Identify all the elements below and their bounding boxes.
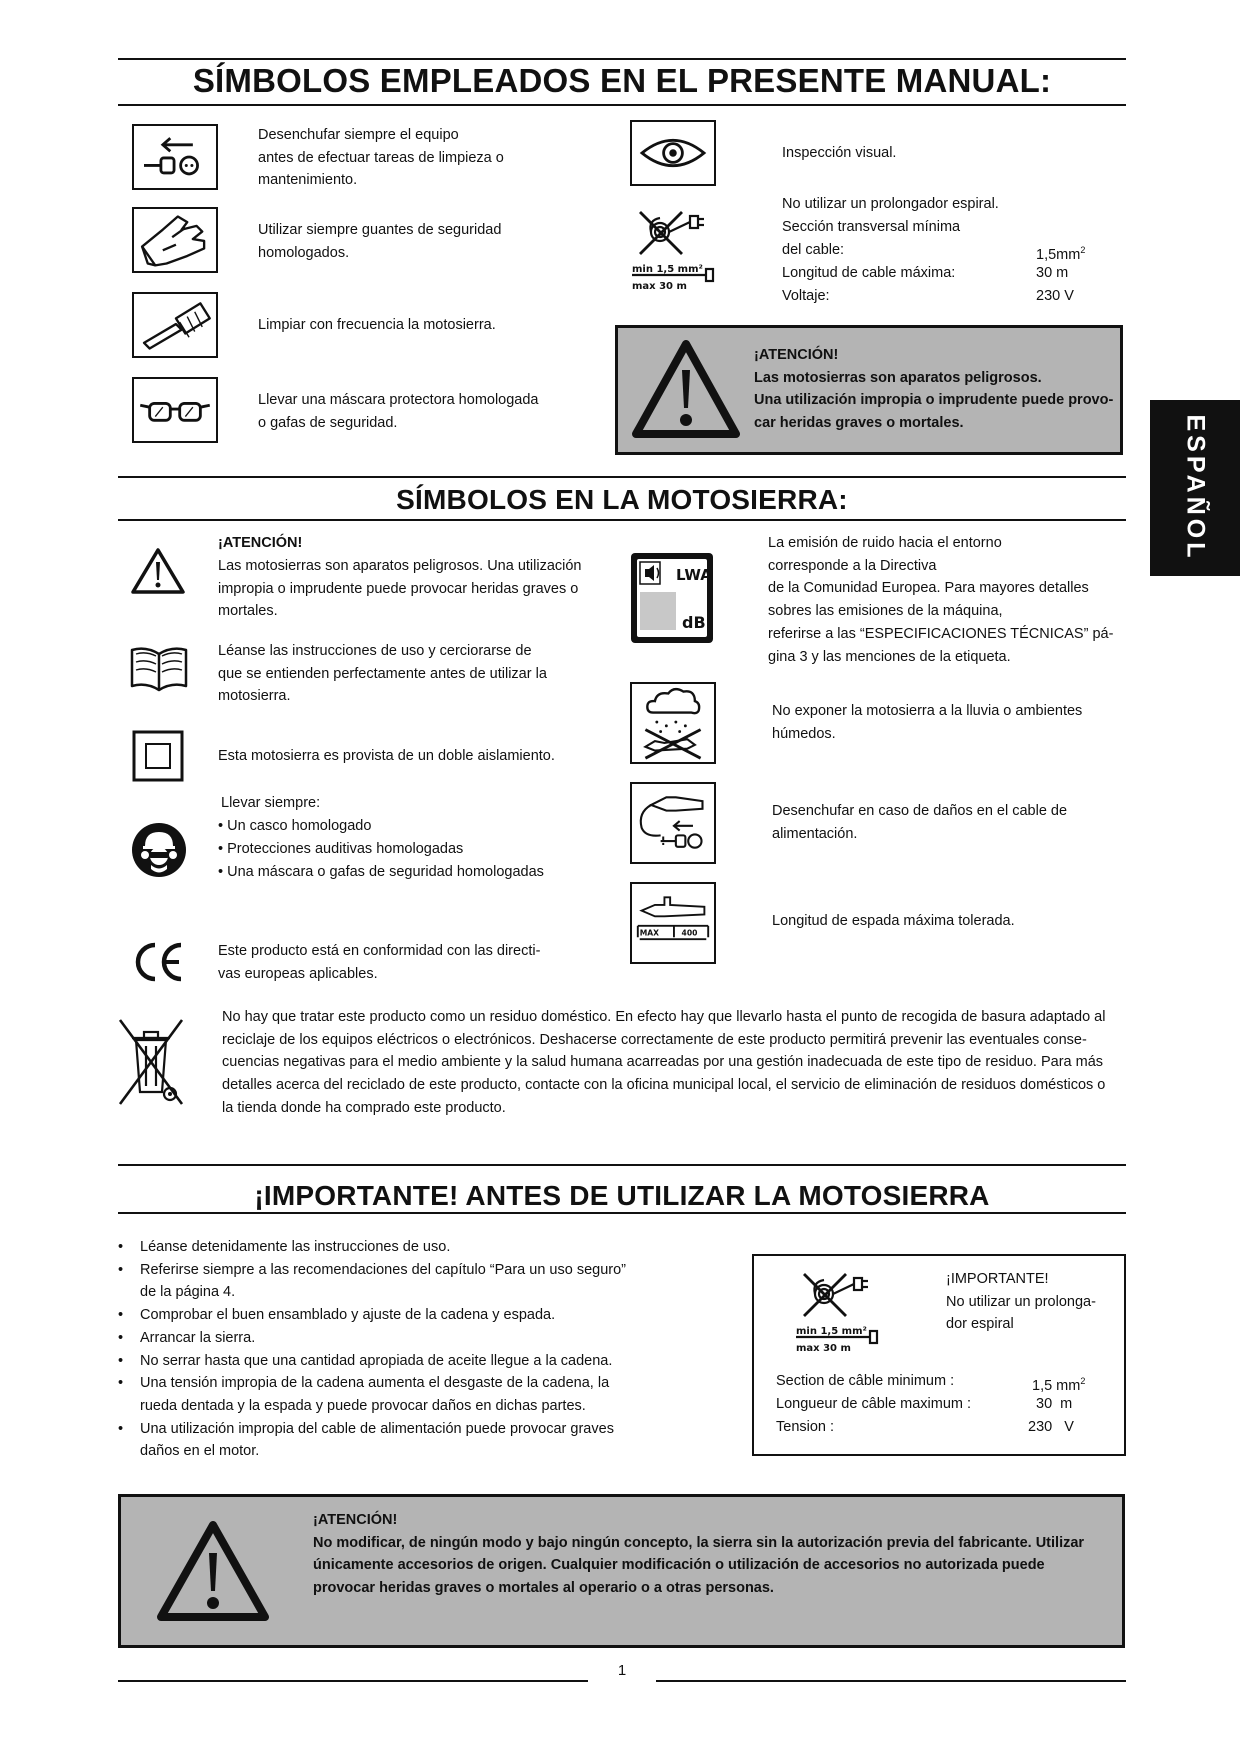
warning-box-2 <box>118 1494 1125 1648</box>
cable-line2: Sección transversal mínima <box>782 219 961 235</box>
ppe-item-0: • Un casco homologado <box>218 818 372 834</box>
section2-rule-top <box>118 476 1126 478</box>
cable-line1: No utilizar un prolongador espiral. <box>782 196 999 212</box>
section1-title: SÍMBOLOS EMPLEADOS EN EL PRESENTE MANUAL: <box>192 62 1052 99</box>
list-item: • Una tensión impropia de la cadena aumenta el desgaste de la cadena, la rueda dentada y la espada y puede provocar daños en dichas partes. <box>118 1372 678 1417</box>
manual-text: Léanse las instrucciones de uso y cerciorarse de que se entienden perfectamente antes de utilizar la motosierra. <box>218 643 547 705</box>
no-rain-icon <box>630 682 716 764</box>
section2-title: SÍMBOLOS EN LA MOTOSIERRA: <box>396 484 848 515</box>
box-row-label-1: Longueur de câble maximum : <box>776 1396 972 1412</box>
eye-icon <box>630 120 716 186</box>
ppe-item-1: • Protecciones auditivas homologadas <box>218 841 464 857</box>
icon-label-max: max 30 m <box>796 1343 851 1354</box>
safety-glasses-icon <box>132 377 218 443</box>
page-number: 1 <box>617 1662 627 1679</box>
before-use-list <box>118 1236 678 1463</box>
max-bar-length-icon <box>630 882 716 964</box>
cable-row-label-0: del cable: <box>782 242 845 258</box>
brush-icon <box>132 292 218 358</box>
max-value: 400 <box>681 928 698 938</box>
no-coiled-extension-icon <box>794 1266 886 1356</box>
language-tab: ESPAÑOL <box>1150 400 1240 576</box>
bar-length-text: Longitud de espada máxima tolerada. <box>772 913 1015 929</box>
no-coiled-extension-icon <box>630 204 722 294</box>
top-rule <box>118 58 1126 60</box>
cable-row-value-2: 230 V <box>1036 288 1074 304</box>
ce-mark-icon <box>131 939 187 985</box>
db-label: dB <box>682 613 706 632</box>
section3-title-rule <box>118 1212 1126 1214</box>
warning-2-text: ¡ATENCIÓN! No modificar, de ningún modo y bajo ningún concepto, la sierra sin la autorización previa del fabricante. Utilizar únicamente accesorios de origen. Cualquier modificación o utilización de accesorios no autorizada puede provocar heridas graves o mortales al operario o a otras personas. <box>313 1512 1085 1597</box>
cable-row-value-1: 30 m <box>1036 265 1069 281</box>
weee-text: No hay que tratar este producto como un residuo doméstico. En efecto hay que llevarlo hasta el punto de recogida de basura adaptado al reciclaje de los equipos eléctricos o electrónicos. Deshacerse correctamente de este producto permitirá prevenir las eventuales conse- cuencias negativas para el medio ambiente y la salud humana acarreadas por una gestión inadecuada de este tipo de residuo. Para más detalles acerca del reciclado de este producto, contacte con la oficina municipal local, el servicio de eliminación de residuos domésticos o la tienda donde ha comprado este producto. <box>222 1009 1106 1116</box>
ppe-item-2: • Una máscara o gafas de seguridad homologadas <box>218 864 544 880</box>
attention-text: Las motosierras son aparatos peligrosos. Una utilización impropia o imprudente puede provocar heridas graves o mortales. <box>218 558 582 620</box>
brush-text: Limpiar con frecuencia la motosierra. <box>258 317 496 333</box>
box-row-value-2: 230 V <box>1028 1419 1074 1435</box>
extension-cable-box <box>752 1254 1126 1456</box>
eye-text: Inspección visual. <box>782 145 897 161</box>
noise-text: La emisión de ruido hacia el entorno corresponde a la Directiva de la Comunidad Europea. Para mayores detalles sobres las emisiones de la máquina, referirse a las “ESPECIFICACIONES TÉCNICAS” pá- gina 3 y las menciones de la etiqueta. <box>768 535 1114 665</box>
box-row-value-0: 1,5 $mm^2$ <box>1032 1376 1086 1394</box>
insulation-text: Esta motosierra es provista de un doble aislamiento. <box>218 748 555 764</box>
attention-label: ¡ATENCIÓN! <box>218 535 303 551</box>
helmet-icon <box>131 822 187 878</box>
box-row-value-1: 30 m <box>1036 1396 1073 1412</box>
cable-row-value-0: $1,5mm^2$ <box>1036 245 1086 263</box>
noise-level-icon <box>630 552 714 644</box>
cable-row-label-2: Voltaje: <box>782 288 830 304</box>
section3-rule-top <box>118 1164 1126 1166</box>
unplug-text: Desenchufar siempre el equipo antes de efectuar tareas de limpieza o mantenimiento. <box>258 127 504 189</box>
list-item: • Comprobar el buen ensamblado y ajuste de la cadena y espada. <box>118 1304 678 1327</box>
section2-title-rule <box>118 519 1126 521</box>
ce-text: Este producto está en conformidad con las directi- vas europeas aplicables. <box>218 943 541 982</box>
icon-label-max: max 30 m <box>632 281 687 292</box>
box-row-label-2: Tension : <box>776 1419 835 1435</box>
icon-label-min: min 1,5 mm² <box>632 264 703 275</box>
list-item: • No serrar hasta que una cantidad apropiada de aceite llegue a la cadena. <box>118 1350 678 1373</box>
footer-rule-left <box>118 1680 588 1682</box>
warning-triangle-icon <box>155 1517 271 1627</box>
damaged-cable-unplug-icon <box>630 782 716 864</box>
manual-book-icon <box>128 644 190 694</box>
icon-label-min: min 1,5 mm² <box>796 1326 867 1337</box>
glasses-text: Llevar una máscara protectora homologada o gafas de seguridad. <box>258 392 539 431</box>
section3-title: ¡IMPORTANTE! ANTES DE UTILIZAR LA MOTOSIERRA <box>254 1180 990 1211</box>
ppe-intro: Llevar siempre: <box>221 795 321 811</box>
lwa-label: LWA <box>676 566 712 584</box>
svg-text:!: ! <box>660 833 666 848</box>
list-item: • Léanse detenidamente las instrucciones de uso. <box>118 1236 678 1259</box>
max-label: MAX <box>639 928 660 938</box>
double-insulation-icon <box>132 730 184 782</box>
cable-row-label-1: Longitud de cable máxima: <box>782 265 956 281</box>
box-important-text: ¡IMPORTANTE! No utilizar un prolonga- dor espiral <box>946 1271 1096 1333</box>
crossed-bin-icon <box>118 1016 184 1108</box>
rain-text: No exponer la motosierra a la lluvia o ambientes húmedos. <box>772 703 1083 742</box>
warning-box-1 <box>615 325 1123 455</box>
warning-triangle-icon <box>130 546 186 596</box>
warning-1-text: ¡ATENCIÓN! Las motosierras son aparatos peligrosos. Una utilización impropia o imprudente puede provo- car heridas graves o mortales. <box>754 347 1114 432</box>
warning-triangle-icon <box>630 336 742 444</box>
list-item: • Una utilización impropia del cable de alimentación puede provocar graves daños en el motor. <box>118 1418 678 1463</box>
gloves-text: Utilizar siempre guantes de seguridad homologados. <box>258 222 502 261</box>
box-row-label-0: Section de câble minimum : <box>776 1373 955 1389</box>
section1-title-rule <box>118 104 1126 106</box>
list-item: • Arrancar la sierra. <box>118 1327 678 1350</box>
list-item: • Referirse siempre a las recomendaciones del capítulo “Para un uso seguro” de la página 4. <box>118 1259 678 1304</box>
gloves-icon <box>132 207 218 273</box>
footer-rule-right <box>656 1680 1126 1682</box>
damaged-cable-text: Desenchufar en caso de daños en el cable de alimentación. <box>772 803 1068 842</box>
unplug-icon <box>132 124 218 190</box>
